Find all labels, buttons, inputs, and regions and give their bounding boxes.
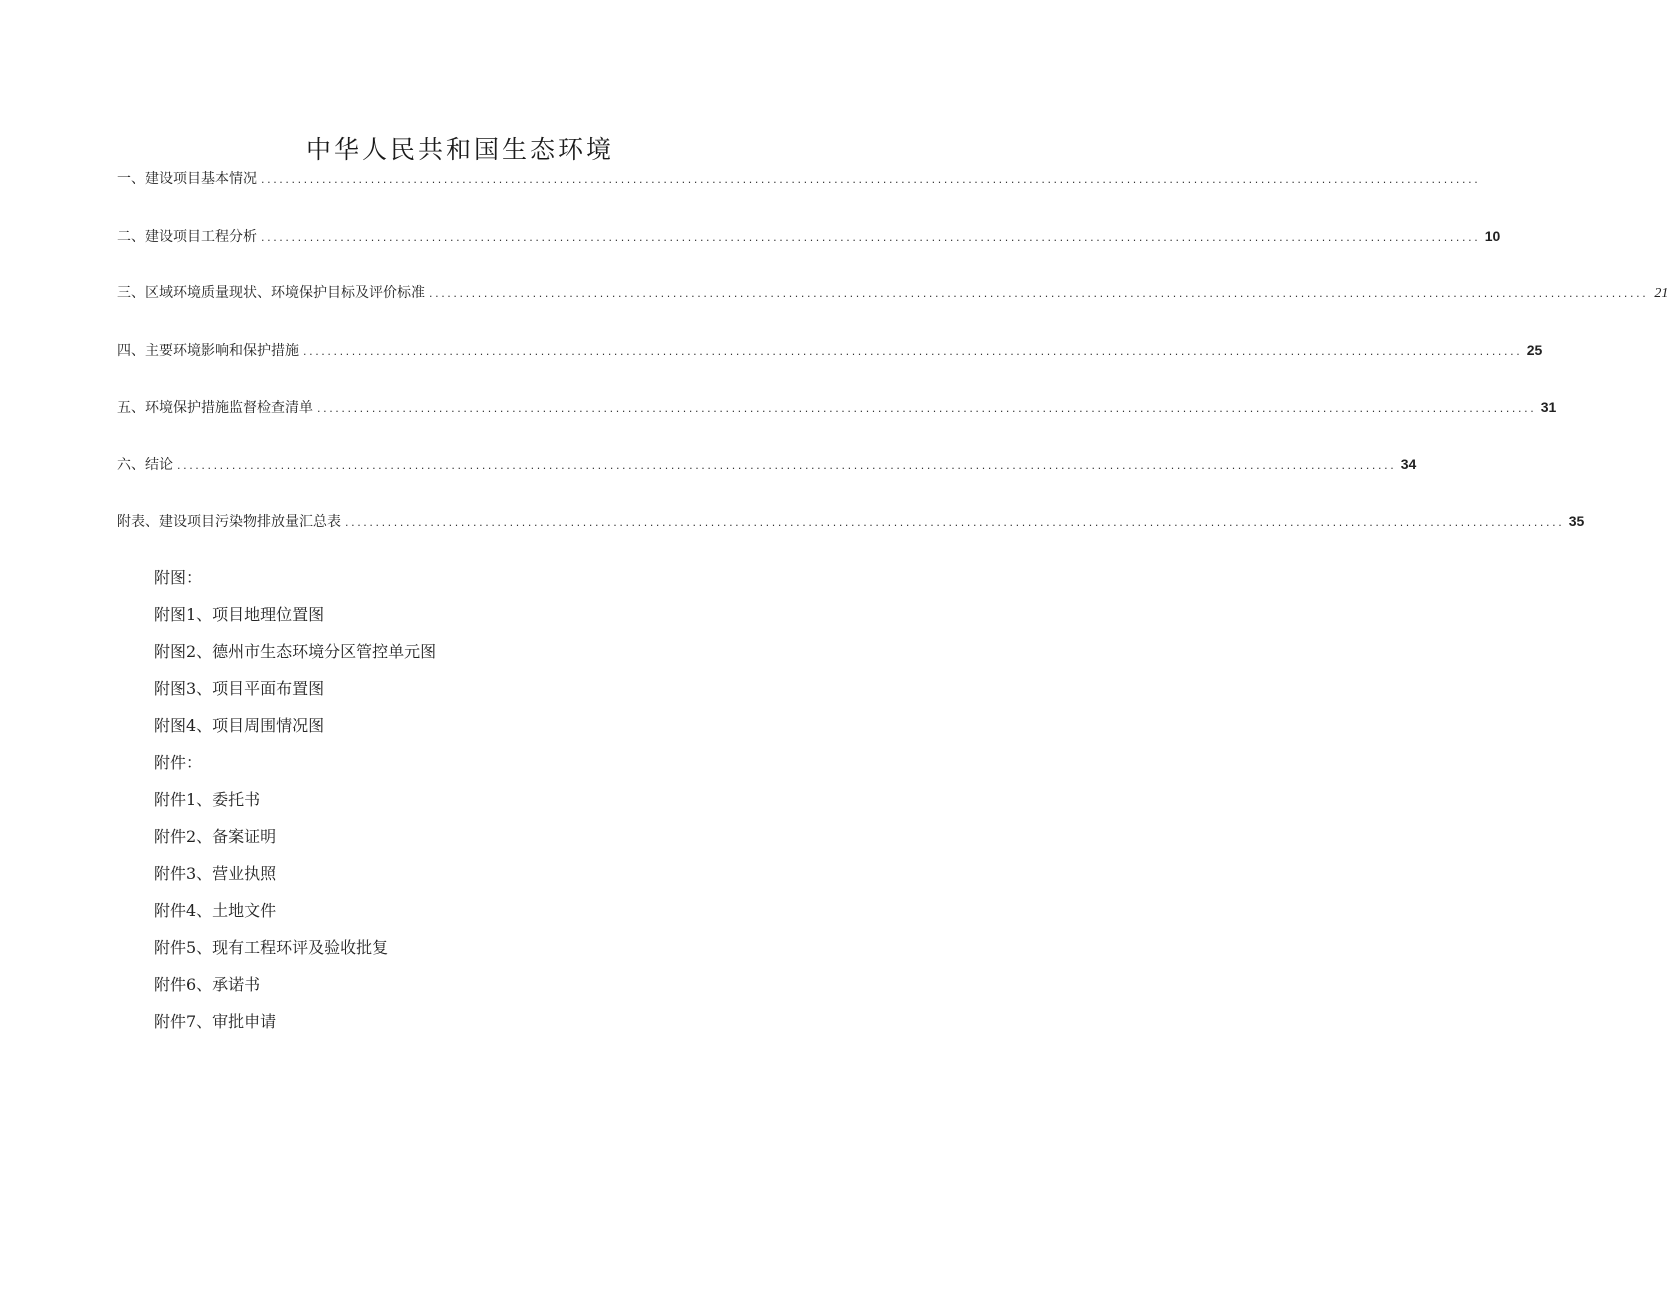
toc-entry[interactable] — [117, 395, 1557, 419]
figure-item: 附图4、项目周围情况图 — [154, 716, 325, 735]
annex-item: 附件6、承诺书 — [154, 975, 261, 994]
toc-leader-dots: ........................................................................................................................................................................................................ — [261, 173, 1481, 186]
toc-entry-label: 四、主要环境影响和保护措施 — [117, 343, 299, 359]
toc-entry-label: 三、区域环境质量现状、环境保护目标及评价标准 — [117, 285, 425, 301]
annex-item: 附件7、审批申请 — [154, 1012, 277, 1031]
figure-item: 附图1、项目地理位置图 — [154, 605, 325, 624]
toc-leader-dots: ........................................................................................................................................................................................................ — [177, 459, 1397, 472]
toc-entry[interactable] — [117, 452, 1417, 476]
figure-item: 附图3、项目平面布置图 — [154, 679, 325, 698]
toc-entry[interactable] — [117, 167, 1481, 191]
toc-entry-label: 附表、建设项目污染物排放量汇总表 — [117, 514, 341, 530]
toc-entry-page: 21 — [1654, 286, 1668, 301]
toc-entry-label: 五、环境保护措施监督检查清单 — [117, 400, 313, 416]
toc-entry[interactable] — [117, 509, 1585, 533]
figures-heading: 附图： — [154, 568, 203, 587]
toc-entry-page: 31 — [1540, 399, 1557, 415]
page-title: 中华人民共和国生态环境 — [305, 135, 614, 164]
annex-item: 附件1、委托书 — [154, 790, 261, 809]
toc-entry-page: 25 — [1526, 342, 1543, 358]
annexes-heading: 附件： — [154, 753, 203, 772]
annex-item: 附件5、现有工程环评及验收批复 — [154, 938, 389, 957]
toc-entry-page: 35 — [1568, 513, 1585, 529]
toc-entry[interactable] — [117, 281, 1668, 305]
toc-entry-label: 六、结论 — [117, 457, 173, 473]
toc-entry-page: 34 — [1400, 456, 1417, 472]
annex-item: 附件4、土地文件 — [154, 901, 277, 920]
toc-leader-dots: ........................................................................................................................................................................................................ — [261, 231, 1481, 244]
toc-entry-label: 二、建设项目工程分析 — [117, 229, 257, 245]
toc-entry-page: 10 — [1484, 228, 1501, 244]
toc-leader-dots: ........................................................................................................................................................................................................ — [429, 287, 1649, 300]
toc-entry[interactable] — [117, 338, 1543, 362]
annex-item: 附件3、营业执照 — [154, 864, 277, 883]
annex-item: 附件2、备案证明 — [154, 827, 277, 846]
toc-leader-dots: ........................................................................................................................................................................................................ — [317, 402, 1537, 415]
figure-item: 附图2、德州市生态环境分区管控单元图 — [154, 642, 437, 661]
toc-leader-dots: ........................................................................................................................................................................................................ — [345, 516, 1565, 529]
toc-entry[interactable] — [117, 224, 1501, 248]
toc-leader-dots: ........................................................................................................................................................................................................ — [303, 345, 1523, 358]
toc-entry-label: 一、建设项目基本情况 — [117, 171, 257, 187]
